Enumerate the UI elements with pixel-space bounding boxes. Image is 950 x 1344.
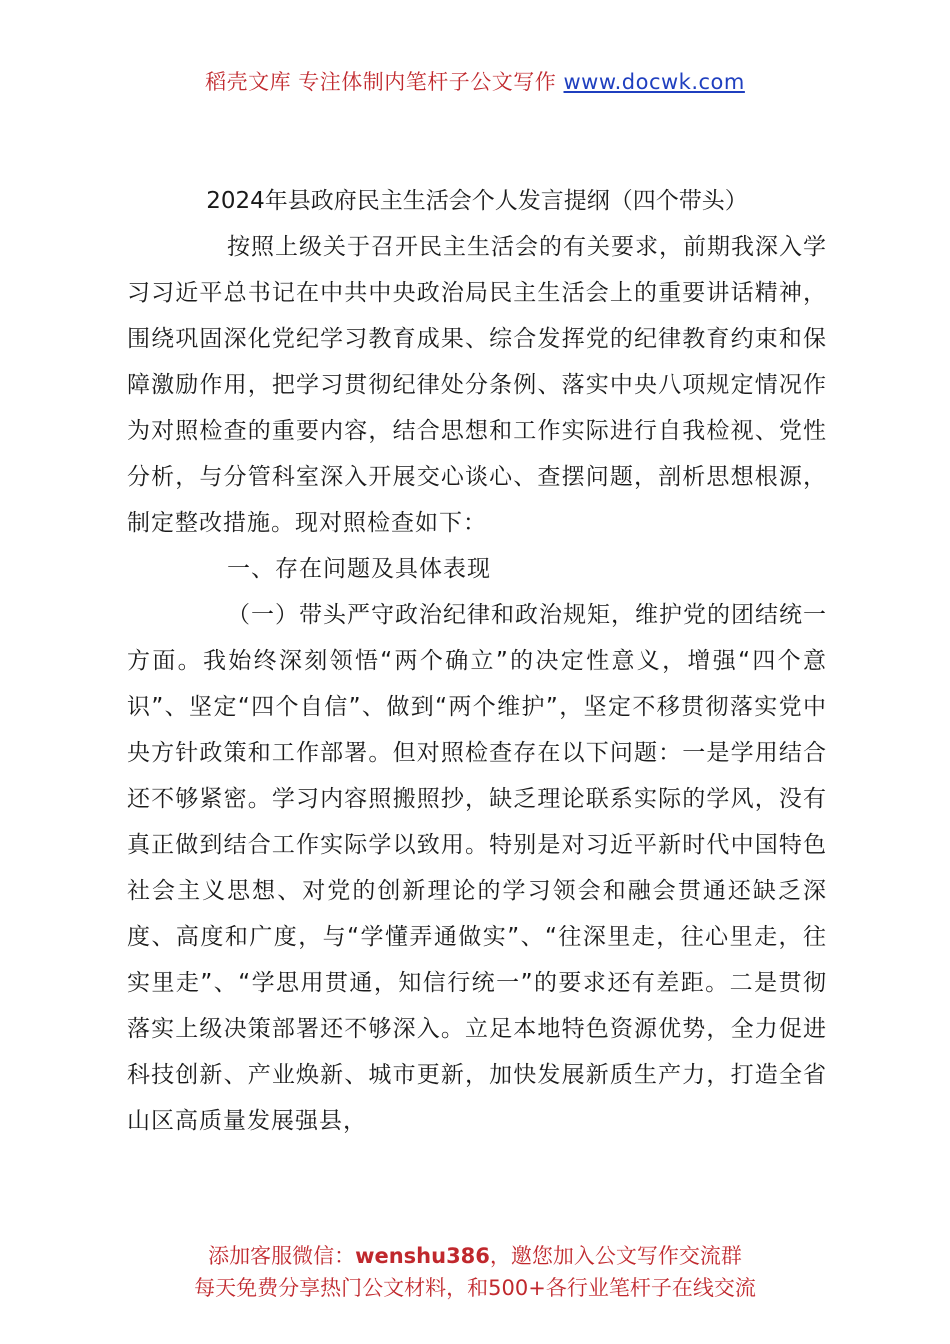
section-heading: 一、存在问题及具体表现 xyxy=(227,556,491,582)
footer-suffix: ，邀您加入公文写作交流群 xyxy=(489,1244,742,1268)
footer-line-2: 每天免费分享热门公文材料，和500+各行业笔杆子在线交流 xyxy=(194,1276,756,1300)
header-brand: 稻壳文库 专注体制内笔杆子公文写作 xyxy=(205,70,557,94)
footer-prefix: 添加客服微信： xyxy=(208,1244,356,1268)
intro-paragraph: 按照上级关于召开民主生活会的有关要求，前期我深入学习习近平总书记在中共中央政治局民主生活会上的重要讲话精神，围绕巩固深化党纪学习教育成果、综合发挥党的纪律教育约束和保障激励作用，把学习贯彻纪律处分条例、落实中央八项规定情况作为对照检查的重要内容，结合思想和工作实际进行自我检视、党性分析，与分管科室深入开展交心谈心、查摆问题，剖析思想根源，制定整改措施。现对照检查如下： xyxy=(127,234,827,536)
wechat-id: wenshu386 xyxy=(355,1244,490,1268)
header-url-link[interactable]: www.docwk.com xyxy=(563,70,745,94)
document-title: 2024年县政府民主生活会个人发言提纲（四个带头） xyxy=(206,188,748,214)
document-body xyxy=(127,178,827,1144)
footer-line-1 xyxy=(0,1240,950,1272)
promo-footer xyxy=(0,1240,950,1304)
section-paragraph: （一）带头严守政治纪律和政治规矩，维护党的团结统一方面。我始终深刻领悟“两个确立”的决定性意义，增强“四个意识”、坚定“四个自信”、做到“两个维护”，坚定不移贯彻落实党中央方针政策和工作部署。但对照检查存在以下问题：一是学用结合还不够紧密。学习内容照搬照抄，缺乏理论联系实际的学风，没有真正做到结合工作实际学以致用。特别是对习近平新时代中国特色社会主义思想、对党的创新理论的学习领会和融会贯通还缺乏深度、高度和广度，与“学懂弄通做实”、“往深里走，往心里走，往实里走”、“学思用贯通，知信行统一”的要求还有差距。二是贯彻落实上级决策部署还不够深入。立足本地特色资源优势，全力促进科技创新、产业焕新、城市更新，加快发展新质生产力，打造全省山区高质量发展强县， xyxy=(127,602,827,1134)
site-header xyxy=(0,66,950,96)
